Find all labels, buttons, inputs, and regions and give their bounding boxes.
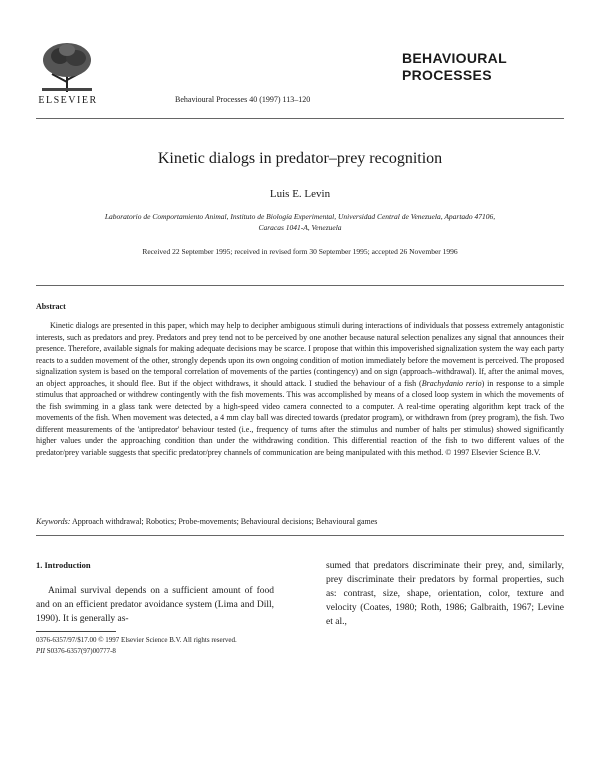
received-dates: Received 22 September 1995; received in revised form 30 September 1995; accepted 26 November 1996 [142, 247, 458, 256]
footnote-divider [36, 631, 116, 632]
journal-logo [402, 50, 562, 84]
introduction-right-column: sumed that predators discriminate their prey, and, similarly, prey discriminate their predators by formal properties, such as: contrast, size, shape, orientation, color, texture and velocity (Coates, 1980; Roth, 1986; Galbraith, 1967; Levine et al., [326, 561, 564, 627]
affiliation-line-1: Laboratorio de Comportamiento Animal, Instituto de Biología Experimental, Universidad Central de Venezuela, Apartado 47106, [104, 212, 496, 221]
journal-logo-word-1: BEHAVIOURAL [402, 50, 507, 66]
keywords-text: Approach withdrawal; Robotics; Probe-movements; Behavioural decisions; Behavioural games [71, 517, 378, 526]
header-divider [36, 118, 564, 119]
elsevier-tree-icon [38, 40, 96, 94]
pii-label: PII [36, 647, 45, 655]
section-heading-introduction: 1. Introduction [36, 560, 91, 570]
elsevier-logo [36, 40, 100, 110]
keywords-label: Keywords: [36, 517, 71, 526]
body-divider [36, 535, 564, 536]
abstract-text-1: Kinetic dialogs are presented in this paper, which may help to decipher ambiguous stimuli during interactions of individuals that possess extremely antagonistic interests, such as predators and prey. Predators and prey tend not to be perceived by one another because natural selection penalizes any signal that announces their presence. Therefore, available signals for making adequate decisions may be scarce. I propose that within this impoverished signalization system the way each party reacts to a sudden movement of the other, strongly depends upon its own ongoing condition of motion immediately before the movement is perceived. The proposed signalization system is based on the temporal correlation of movements of the parties (contingency) and on sign (approach–withdrawal). If, after the animal moves, an object approaches, it should flee. But if the object withdraws, it should attack. I studied the behaviour of a fish ( [36, 321, 564, 388]
abstract-body [36, 320, 564, 458]
abstract-text-2: ) in response to a simple stimulus that approached or withdrew contingently with the fish movements. This was accomplished by means of a closed loop system in which the movements of the fish swimming in a glass tank were detected by a high-speed video camera connected to a computer. A real-time operating algorithm kept track of the movements of the fish. When movement was detected, a 4 mm clay ball was directed towards (predator program), or withdrawn from (prey program), the fish. Two different measurements of the 'antipredator' behaviour tested (i.e., frequency of turns after the stimulus and number of halts per stimulus) showed significantly higher values under the approaching condition than under the withdrawing condition. This differential reaction of the fish to two different values of the predator/prey variable suggests that specific predator/prey channels of communication are being manipulated with this method. © 1997 Elsevier Science B.V. [36, 378, 565, 457]
author-affiliation [36, 211, 564, 233]
affiliation-line-2: Caracas 1041-A, Venezuela [258, 223, 342, 232]
pii-value: S0376-6357(97)00777-8 [46, 647, 116, 655]
footnote-pii [36, 646, 237, 657]
introduction-left-column: Animal survival depends on a sufficient amount of food and on an efficient predator avoidance system (Lima and Dill, 1990). It is generally as- [36, 586, 274, 624]
journal-citation: Behavioural Processes 40 (1997) 113–120 [175, 95, 311, 104]
species-name: Brachydanio rerio [421, 378, 482, 388]
publisher-name: ELSEVIER [38, 95, 98, 106]
footnote-copyright: 0376-6357/97/$17.00 © 1997 Elsevier Science B.V. All rights reserved. [36, 636, 237, 644]
article-title: Kinetic dialogs in predator–prey recognition [157, 150, 443, 167]
keywords [36, 517, 377, 526]
abstract-divider [36, 285, 564, 286]
journal-logo-word-2: PROCESSES [402, 67, 492, 83]
article-author: Luis E. Levin [269, 188, 331, 200]
abstract-heading: Abstract [36, 302, 66, 311]
copyright-footnote [36, 635, 237, 657]
